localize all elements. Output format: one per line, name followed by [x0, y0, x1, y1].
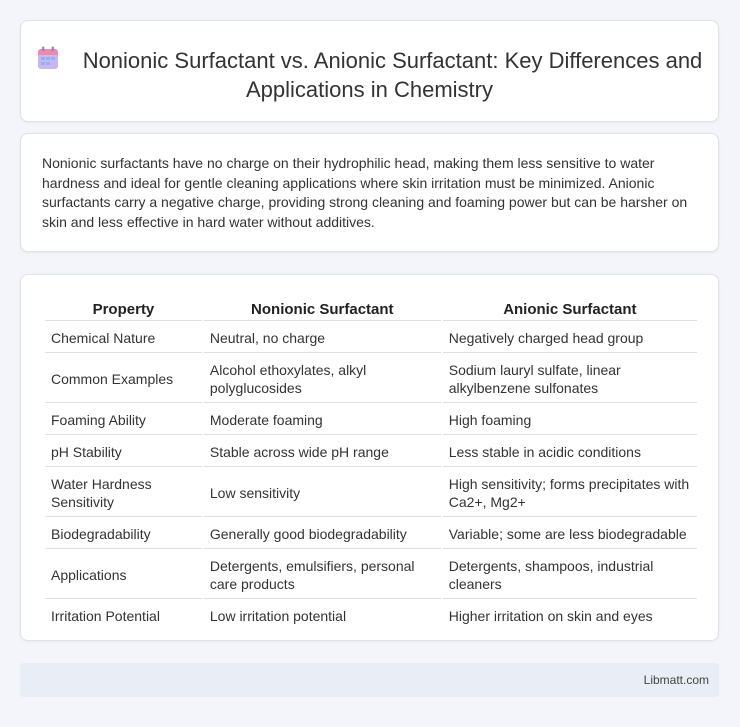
header-property: Property [45, 297, 202, 321]
nonionic-cell: Generally good biodegradability [204, 519, 441, 549]
anionic-cell: Detergents, shampoos, industrial cleaners [443, 551, 697, 599]
header-anionic: Anionic Surfactant [443, 297, 697, 321]
nonionic-cell: Low sensitivity [204, 469, 441, 517]
intro-paragraph: Nonionic surfactants have no charge on their hydrophilic head, making them less sensitive to water hardness and ideal for gentle cleaning applications where skin irritation must be minimized. Anionic surfactants carry a negative charge, providing strong cleaning and foaming power but can be harsher on skin and less effective in hard water without additives. [42, 155, 688, 230]
anionic-cell: Negatively charged head group [443, 323, 697, 353]
anionic-cell: High foaming [443, 405, 697, 435]
comparison-card [20, 274, 719, 641]
footer-brand: Libmatt.com [643, 673, 709, 687]
table-row [45, 405, 697, 435]
property-cell: Common Examples [45, 355, 202, 403]
footer-bar [20, 663, 719, 697]
comparison-table [43, 295, 699, 632]
table-row [45, 469, 697, 517]
header-nonionic: Nonionic Surfactant [204, 297, 441, 321]
calendar-icon [37, 46, 59, 70]
anionic-cell: Less stable in acidic conditions [443, 437, 697, 467]
table-row [45, 519, 697, 549]
nonionic-cell: Stable across wide pH range [204, 437, 441, 467]
anionic-cell: High sensitivity; forms precipitates with Ca2+, Mg2+ [443, 469, 697, 517]
nonionic-cell: Neutral, no charge [204, 323, 441, 353]
nonionic-cell: Detergents, emulsifiers, personal care products [204, 551, 441, 599]
table-row [45, 355, 697, 403]
table-row [45, 601, 697, 630]
nonionic-cell: Alcohol ethoxylates, alkyl polyglucosides [204, 355, 441, 403]
table-header-row [45, 297, 697, 321]
intro-card [20, 133, 719, 252]
anionic-cell: Sodium lauryl sulfate, linear alkylbenzene sulfonates [443, 355, 697, 403]
nonionic-cell: Low irritation potential [209, 608, 347, 624]
title-text: Nonionic Surfactant vs. Anionic Surfactant: Key Differences and Applications in Chemistry [82, 48, 703, 102]
title-card [20, 20, 719, 122]
nonionic-cell: Moderate foaming [204, 405, 441, 435]
page-title [21, 46, 718, 104]
property-cell: Water Hardness Sensitivity [45, 469, 202, 517]
anionic-cell: Variable; some are less biodegradable [443, 519, 697, 549]
property-cell: Biodegradability [45, 519, 202, 549]
property-cell: Applications [45, 551, 202, 599]
table-row [45, 437, 697, 467]
property-cell: Foaming Ability [45, 405, 202, 435]
property-cell: Irritation Potential [51, 608, 160, 624]
table-row [45, 323, 697, 353]
anionic-cell: Higher irritation on skin and eyes [448, 608, 653, 624]
table-row [45, 551, 697, 599]
property-cell: pH Stability [45, 437, 202, 467]
property-cell: Chemical Nature [45, 323, 202, 353]
